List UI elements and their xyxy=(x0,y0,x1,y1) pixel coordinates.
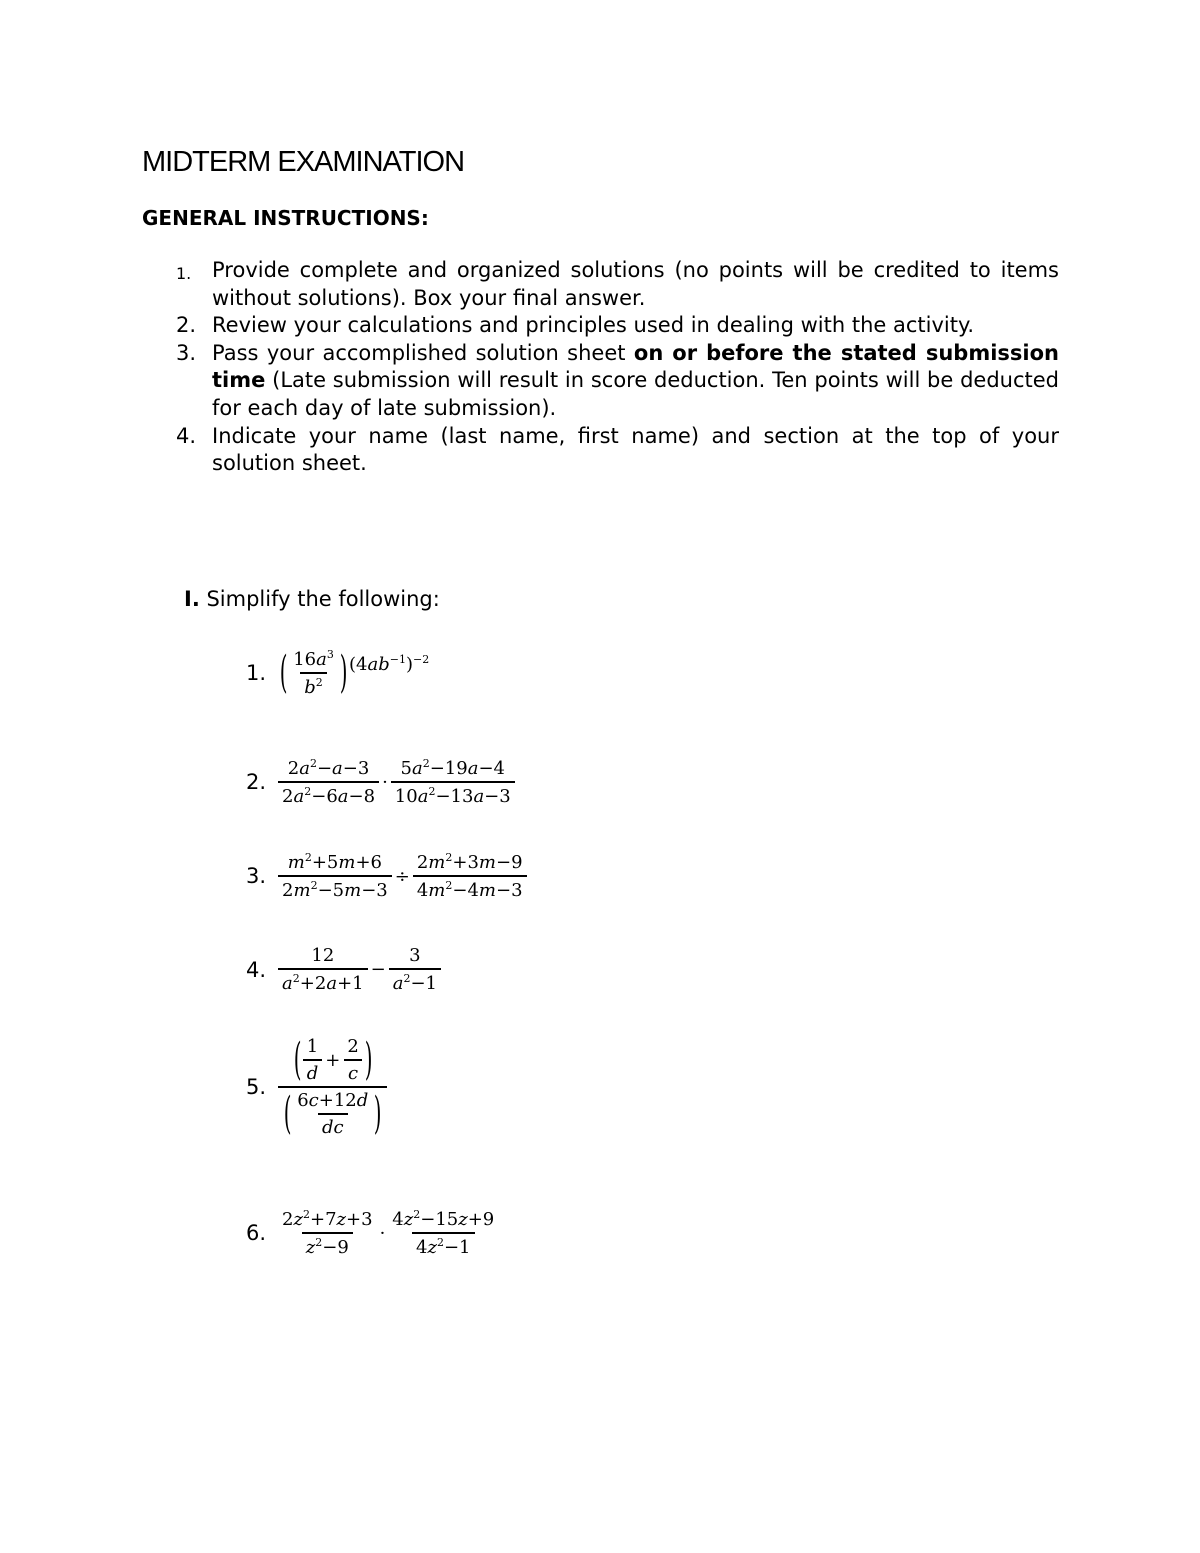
numerator: $5a^2-19a-4$ xyxy=(400,757,505,779)
instruction-number: 1. xyxy=(176,264,192,283)
numerator: $16a^3$ xyxy=(293,648,334,670)
fraction xyxy=(413,851,527,901)
instruction-text: Review your calculations and principles used in dealing with the activity. xyxy=(212,313,975,338)
problem-5 xyxy=(246,1036,387,1138)
instruction-item xyxy=(176,423,1059,478)
denominator: $2a^2-6a-8$ xyxy=(278,781,379,807)
fraction xyxy=(303,1036,323,1084)
problem-label: 6. xyxy=(246,1221,267,1245)
problem-label: 5. xyxy=(246,1075,267,1099)
numerator: $4z^2-15z+9$ xyxy=(392,1208,495,1230)
section-text: Simplify the following: xyxy=(199,587,440,611)
denominator: c xyxy=(344,1059,362,1084)
open-paren: ( xyxy=(283,1088,292,1139)
problem-label: 3. xyxy=(246,864,267,888)
numerator: $2z^2+7z+3$ xyxy=(282,1208,373,1230)
open-paren: ( xyxy=(293,1034,301,1085)
fraction xyxy=(389,945,441,994)
denominator: $2m^2-5m-3$ xyxy=(278,875,392,901)
close-paren: ) xyxy=(339,647,348,698)
instructions-list xyxy=(176,257,1059,478)
instruction-number: 3. xyxy=(176,340,197,365)
minus-operator: − xyxy=(370,959,386,980)
instructions-heading: GENERAL INSTRUCTIONS: xyxy=(142,206,429,230)
instruction-text: Indicate your name (last name, first name) and section at the top of your solution sheet. xyxy=(212,423,1059,476)
denominator: $10a^2-13a-3$ xyxy=(391,781,515,807)
numerator: $2a^2-a-3$ xyxy=(287,757,370,779)
denominator: $z^2-9$ xyxy=(302,1232,353,1258)
denominator: $b^2$ xyxy=(300,672,327,698)
times-operator: · xyxy=(382,771,388,793)
instruction-bold-text: on or before the stated submission time xyxy=(212,340,1059,393)
expression: $(4ab^{-1})^{-2}$ xyxy=(349,653,430,675)
numerator: 1 xyxy=(306,1036,319,1057)
numerator: 3 xyxy=(409,945,421,966)
numerator: 2 xyxy=(347,1036,359,1057)
fraction xyxy=(278,945,368,994)
numerator: $m^2+5m+6$ xyxy=(287,851,383,873)
instruction-text: Provide complete and organized solutions (no points will be credited to items without solutions). Box your final answer. xyxy=(212,258,1059,310)
instruction-number: 2. xyxy=(176,313,197,338)
instruction-number: 4. xyxy=(176,423,197,448)
denominator: d xyxy=(303,1059,323,1084)
denominator: $a^2+2a+1$ xyxy=(278,968,368,994)
numerator: 12 xyxy=(311,945,335,966)
denominator: $4z^2-1$ xyxy=(412,1232,474,1258)
numerator: 6c+12d xyxy=(297,1090,369,1111)
section-heading xyxy=(184,587,440,611)
problem-label: 1. xyxy=(246,661,267,685)
fraction xyxy=(391,757,515,807)
close-paren: ) xyxy=(364,1034,373,1085)
problem-1 xyxy=(246,648,429,698)
problem-2 xyxy=(246,757,515,807)
problem-6 xyxy=(246,1208,498,1258)
plus-operator: + xyxy=(325,1049,341,1071)
instruction-item xyxy=(176,340,1059,423)
fraction xyxy=(278,1208,377,1258)
fraction xyxy=(343,1036,362,1084)
instruction-text: Pass your accomplished solution sheet xyxy=(212,340,634,365)
instruction-item xyxy=(176,312,1059,340)
complex-fraction xyxy=(278,1036,387,1138)
fraction xyxy=(278,851,392,901)
fraction xyxy=(278,757,379,807)
problem-4 xyxy=(246,945,441,994)
instruction-text: (Late submission will result in score deduction. Ten points will be deducted for each day of late submission). xyxy=(212,368,1059,420)
close-paren: ) xyxy=(374,1088,382,1139)
numerator: $2m^2+3m-9$ xyxy=(416,851,523,873)
denominator: $4m^2-4m-3$ xyxy=(413,875,527,901)
section-roman: I. xyxy=(184,587,200,611)
open-paren: ( xyxy=(279,647,288,698)
times-operator: · xyxy=(379,1222,386,1244)
fraction xyxy=(388,1208,498,1258)
denominator: $a^2-1$ xyxy=(389,968,441,994)
denominator: dc xyxy=(318,1113,348,1138)
problem-label: 2. xyxy=(246,770,267,794)
instruction-item xyxy=(176,257,1059,312)
numerator xyxy=(288,1036,378,1086)
divide-operator: ÷ xyxy=(394,865,410,887)
problem-label: 4. xyxy=(246,957,267,982)
exam-title: MIDTERM EXAMINATION xyxy=(142,146,465,178)
fraction xyxy=(289,648,338,698)
problem-3 xyxy=(246,851,527,901)
fraction xyxy=(293,1090,372,1138)
denominator xyxy=(278,1086,387,1138)
